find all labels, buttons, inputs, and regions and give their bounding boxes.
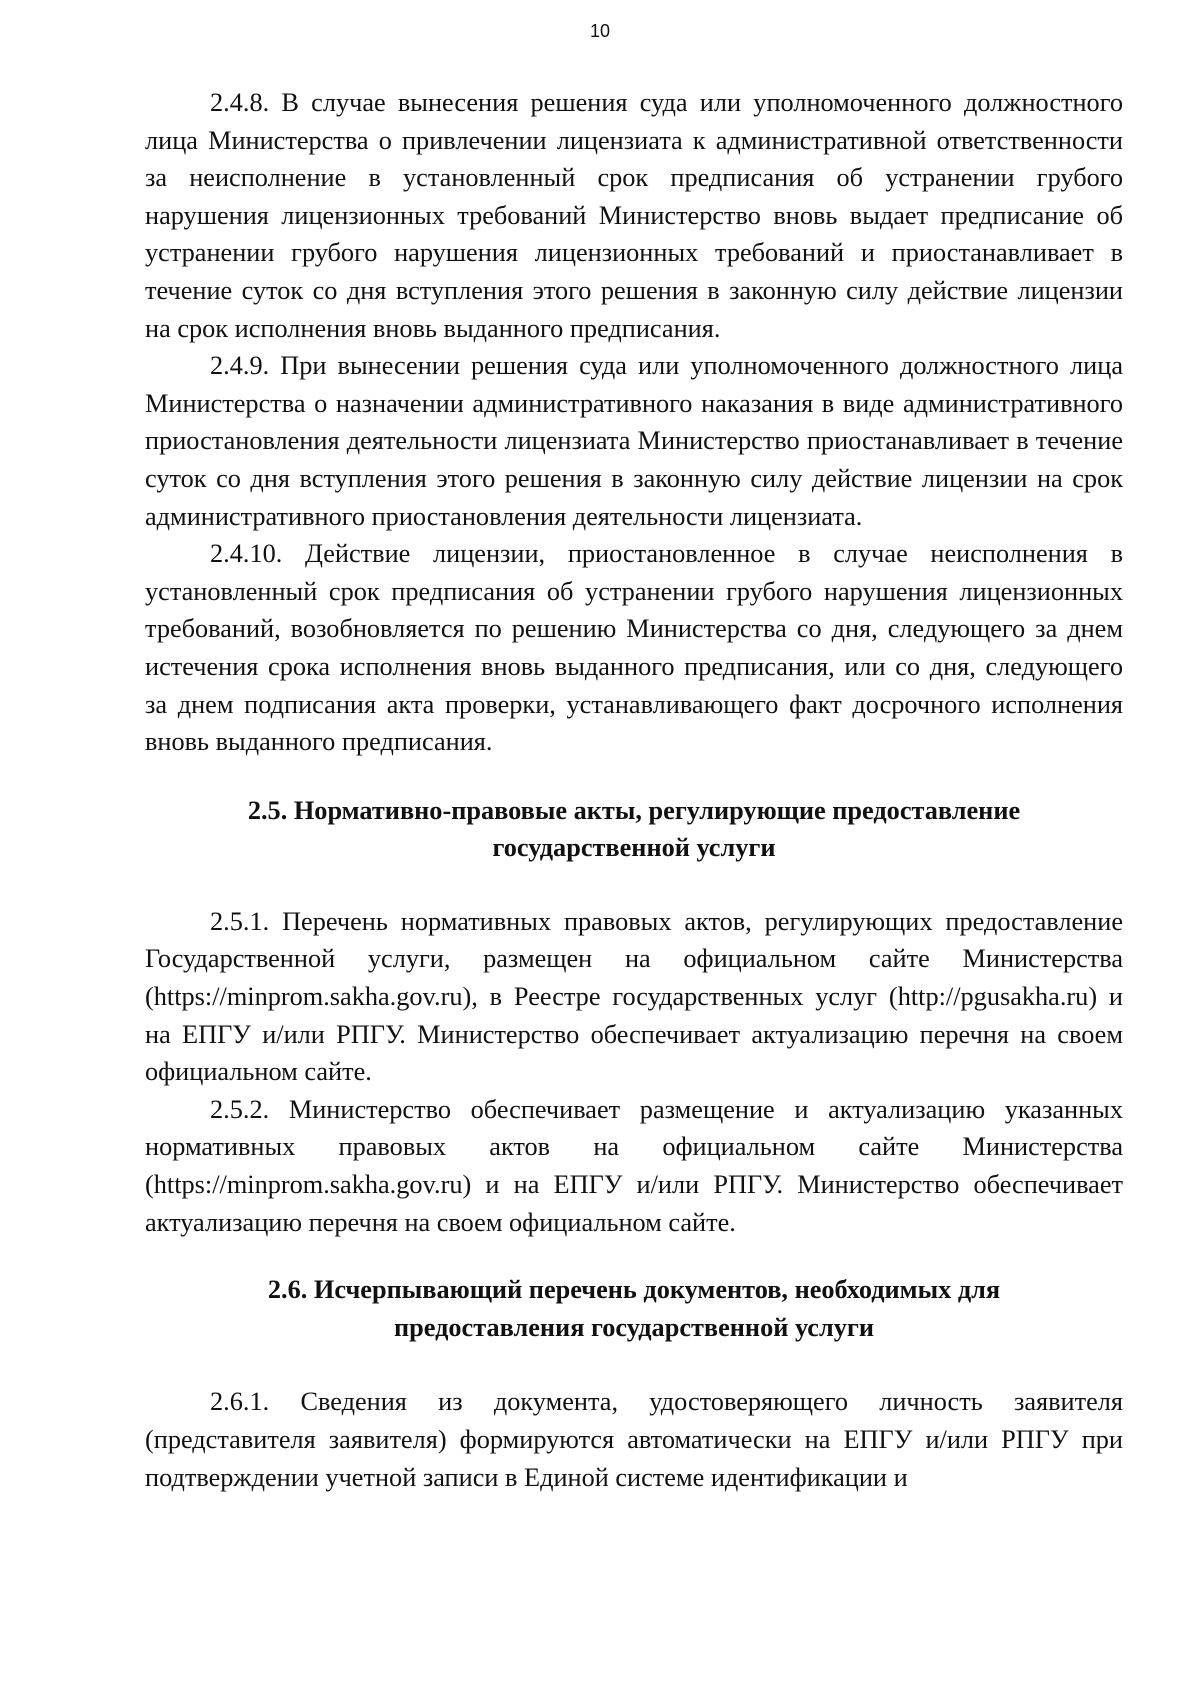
paragraph-2-4-8: 2.4.8. В случае вынесения решения суда или уполномоченного должностного лица Министерства о привлечении лицензиата к административной ответственности за неисполнение в установленный срок предписания об устранении грубого нарушения лицензионных требований Министерство вновь выдает предписание об устранении грубого нарушения лицензионных требований и приостанавливает в течение суток со дня вступления этого решения в законную силу действие лицензии на срок исполнения вновь выданного предписания. [145, 88, 1123, 343]
page-number: 10 [589, 21, 611, 41]
section-heading-2-6-line1: 2.6. Исчерпывающий перечень документов, необходимых для [267, 1275, 1001, 1305]
paragraph-2-4-10: 2.4.10. Действие лицензии, приостановленное в случае неисполнения в установленный срок предписания об устранении грубого нарушения лицензионных требований, возобновляется по решению Министерства со дня, следующего за днем истечения срока исполнения вновь выданного предписания, или со дня, следующего за днем подписания акта проверки, устанавливающего факт досрочного исполнения вновь выданного предписания. [145, 539, 1123, 757]
section-heading-2-6 [145, 1271, 1123, 1346]
paragraph-2-5-2: 2.5.2. Министерство обеспечивает размещение и актуализацию указанных нормативных правовых актов на официальном сайте Министерства (https://minprom.sakha.gov.ru) и на ЕПГУ и/или РПГУ. Министерство обеспечивает актуализацию перечня на своем официальном сайте. [145, 1094, 1123, 1237]
paragraph-2-5-1: 2.5.1. Перечень нормативных правовых актов, регулирующих предоставление Государственной услуги, размещен на официальном сайте Министерства (https://minprom.sakha.gov.ru), в Реестре государственных услуг (http://pgusakha.ru) и на ЕПГУ и/или РПГУ. Министерство обеспечивает актуализацию перечня на своем официальном сайте. [145, 906, 1123, 1087]
document-body [145, 84, 1123, 1496]
section-heading-2-5-line1: 2.5. Нормативно-правовые акты, регулирующие предоставление [247, 795, 1021, 825]
section-heading-2-5 [145, 792, 1123, 867]
section-heading-2-5-line2: государственной услуги [492, 833, 776, 863]
section-heading-2-6-line2: предоставления государственной услуги [394, 1312, 874, 1342]
paragraph-2-4-9: 2.4.9. При вынесении решения суда или уполномоченного должностного лица Министерства о назначении административного наказания в виде административного приостановления деятельности лицензиата Министерство приостанавливает в течение суток со дня вступления этого решения в законную силу действие лицензии на срок административного приостановления деятельности лицензиата. [145, 351, 1123, 531]
paragraph-2-6-1: 2.6.1. Сведения из документа, удостоверяющего личность заявителя (представителя заявителя) формируются автоматически на ЕПГУ и/или РПГУ при подтверждении учетной записи в Единой системе идентификации и [145, 1387, 1123, 1492]
